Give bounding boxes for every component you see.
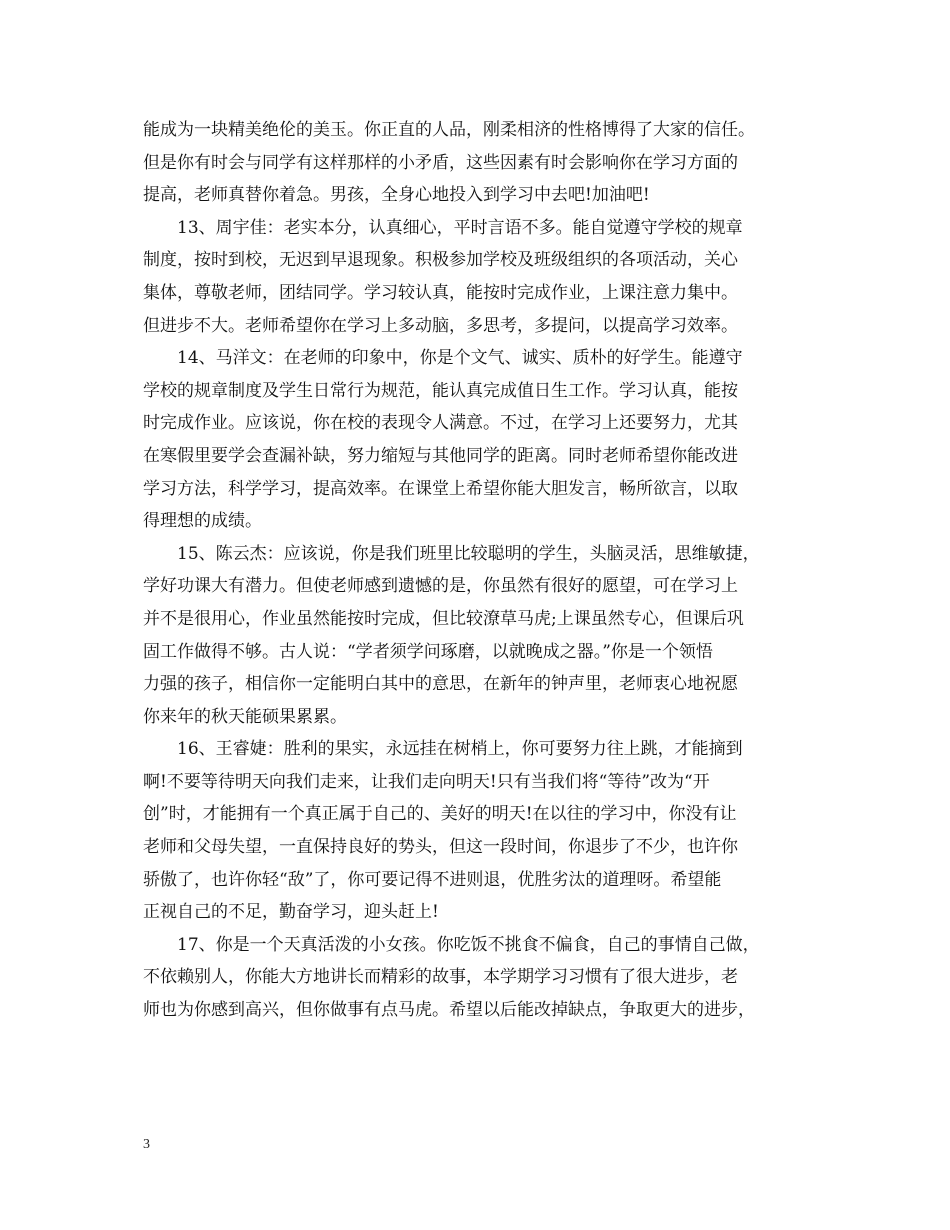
text-line: 并不是很用心，作业虽然能按时完成，但比较潦草马虎;上课虽然专心，但课后巩 bbox=[143, 608, 744, 629]
text-line: 13、周宇佳：老实本分，认真细心，平时言语不多。能自觉遵守学校的规章 bbox=[177, 217, 743, 238]
text-line: 学好功课大有潜力。但使老师感到遗憾的是，你虽然有很好的愿望，可在学习上 bbox=[143, 576, 738, 597]
document-body bbox=[143, 114, 809, 1027]
text-line: 但进步不大。老师希望你在学习上多动脑，多思考，多提问，以提高学习效率。 bbox=[143, 315, 738, 336]
text-line: 师也为你感到高兴，但你做事有点马虎。希望以后能改掉缺点，争取更大的进步， bbox=[143, 1000, 755, 1021]
text-line: 正视自己的不足，勤奋学习，迎头赶上! bbox=[143, 902, 439, 923]
text-line: 能成为一块精美绝伦的美玉。你正直的人品，刚柔相济的性格博得了大家的信任。 bbox=[143, 120, 755, 140]
text-line: 在寒假里要学会查漏补缺，努力缩短与其他同学的距离。同时老师希望你能改进 bbox=[143, 445, 738, 466]
text-line: 14、马洋文：在老师的印象中，你是个文气、诚实、质朴的好学生。能遵守 bbox=[177, 348, 743, 369]
text-line: 提高，老师真替你着急。男孩，全身心地投入到学习中去吧!加油吧! bbox=[143, 185, 650, 206]
text-line: 创”时，才能拥有一个真正属于自己的、美好的明天!在以往的学习中，你没有让 bbox=[143, 804, 737, 825]
text-line: 学校的规章制度及学生日常行为规范，能认真完成值日生工作。学习认真，能按 bbox=[143, 380, 738, 401]
text-line: 17、你是一个天真活泼的小女孩。你吃饭不挑食不偏食，自己的事情自己做， bbox=[177, 934, 760, 955]
text-line: 老师和父母失望，一直保持良好的势头，但这一段时间，你退步了不少，也许你 bbox=[143, 837, 738, 858]
text-line: 力强的孩子，相信你一定能明白其中的意思，在新年的钟声里，老师衷心地祝愿 bbox=[143, 674, 738, 695]
text-line: 不依赖别人，你能大方地讲长而精彩的故事，本学期学习习惯有了很大进步，老 bbox=[143, 967, 738, 988]
text-line: 16、王睿婕：胜利的果实，永远挂在树梢上，你可要努力往上跳，才能摘到 bbox=[177, 739, 743, 760]
text-line: 但是你有时会与同学有这样那样的小矛盾，这些因素有时会影响你在学习方面的 bbox=[143, 152, 738, 173]
text-line: 时完成作业。应该说，你在校的表现令人满意。不过，在学习上还要努力，尤其 bbox=[143, 413, 738, 434]
text-line: 啊!不要等待明天向我们走来，让我们走向明天!只有当我们将“等待”改为“开 bbox=[143, 771, 710, 792]
text-line: 得理想的成绩。 bbox=[143, 511, 262, 532]
text-line: 骄傲了，也许你轻“敌”了，你可要记得不进则退，优胜劣汰的道理呀。希望能 bbox=[143, 869, 722, 890]
text-line: 集体，尊敬老师，团结同学。学习较认真，能按时完成作业，上课注意力集中。 bbox=[143, 282, 738, 303]
text-line: 学习方法，科学学习，提高效率。在课堂上希望你能大胆发言，畅所欲言，以取 bbox=[143, 478, 738, 499]
text-line: 固工作做得不够。古人说：“学者须学问琢磨，以就晚成之器。”你是一个领悟 bbox=[143, 641, 713, 662]
text-line: 你来年的秋天能硕果累累。 bbox=[143, 706, 347, 727]
text-line: 15、陈云杰：应该说，你是我们班里比较聪明的学生，头脑灵活，思维敏捷， bbox=[177, 543, 760, 564]
page-number: 3 bbox=[143, 1137, 150, 1152]
text-line: 制度，按时到校，无迟到早退现象。积极参加学校及班级组织的各项活动，关心 bbox=[143, 250, 738, 271]
